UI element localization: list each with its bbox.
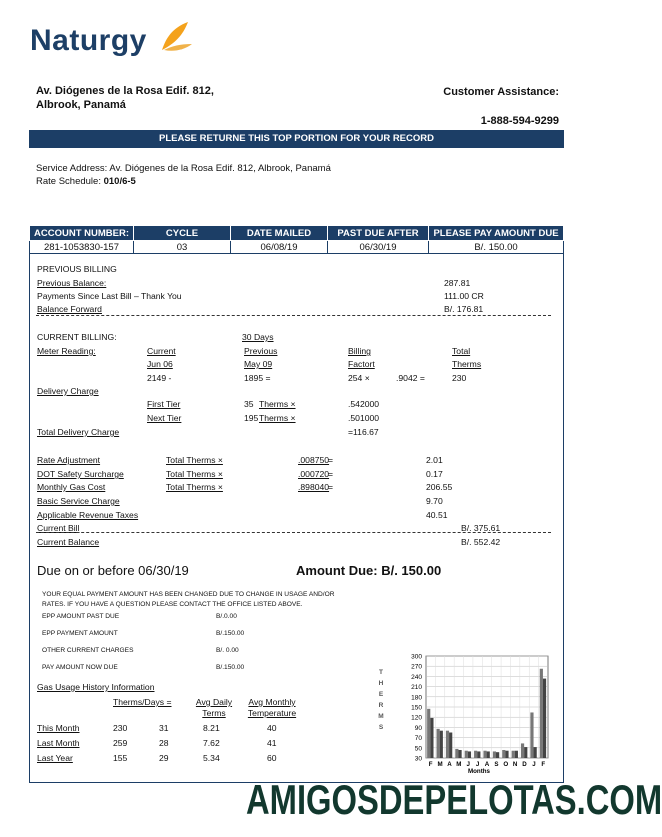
current-read: 2149 - <box>147 373 172 383</box>
usage-row-therms: 155 <box>113 753 128 763</box>
y-tick-label: 300 <box>411 653 422 661</box>
customer-assistance-label: Customer Assistance: <box>443 86 559 98</box>
service-info <box>36 162 331 188</box>
rate-adjustment-value: 2.01 <box>426 455 443 465</box>
y-tick-label: 120 <box>411 714 422 722</box>
revenue-taxes-label: Applicable Revenue Taxes <box>37 510 139 520</box>
bar <box>521 743 524 758</box>
x-tick-label: O <box>503 761 509 768</box>
usage-header-therms-days: Therms/Days = <box>113 697 172 707</box>
y-axis-label: S <box>378 724 384 731</box>
current-billing-title: CURRENT BILLING: <box>37 332 117 342</box>
divider <box>36 315 551 316</box>
bar <box>502 750 505 758</box>
y-axis-label: M <box>378 713 384 720</box>
y-tick-label: 50 <box>414 745 422 753</box>
basic-service-label: Basic Service Charge <box>37 496 120 506</box>
bar <box>477 751 480 758</box>
usage-row-avg-daily: 8.21 <box>203 723 220 733</box>
col-billing: Billing <box>348 346 371 356</box>
x-tick-label: J <box>532 761 536 768</box>
rate-schedule-value: 010/6-5 <box>103 176 136 187</box>
previous-billing-title: PREVIOUS BILLING <box>37 264 117 274</box>
usage-row-label: Last Year <box>37 753 73 763</box>
y-axis-label: H <box>378 680 384 687</box>
bar <box>468 751 471 758</box>
y-axis-label: T <box>379 669 383 676</box>
bar <box>455 749 458 758</box>
bar <box>446 731 449 758</box>
usage-history-title: Gas Usage History Information <box>37 682 155 692</box>
due-date-label: Due on or before 06/30/19 <box>37 563 189 578</box>
x-tick-label: F <box>541 761 546 768</box>
bar <box>530 712 533 758</box>
bar <box>512 751 515 758</box>
date-mailed: 06/08/19 <box>231 241 328 254</box>
x-tick-label: M <box>437 761 443 768</box>
bar <box>458 750 461 758</box>
x-tick-label: J <box>466 761 470 768</box>
first-tier-unit: Therms × <box>259 399 296 409</box>
previous-date: May 09 <box>244 359 273 369</box>
x-tick-label: A <box>484 761 490 768</box>
divider <box>36 532 551 533</box>
y-axis-label: R <box>378 702 384 709</box>
col-current: Current <box>147 346 176 356</box>
y-tick-label: 180 <box>411 694 422 702</box>
usage-header-avg-temp: Avg Monthly Temperature <box>247 697 297 718</box>
previous-read: 1895 = <box>244 373 271 383</box>
epp-row-label: PAY AMOUNT NOW DUE <box>42 664 118 671</box>
bar <box>515 751 518 758</box>
bar <box>474 751 477 758</box>
x-axis-label: Months <box>468 768 490 775</box>
epp-note-line2: RATES. IF YOU HAVE A QUESTION PLEASE CONTACT THE OFFICE LISTED ABOVE. <box>42 601 303 608</box>
usage-row-label: This Month <box>37 723 80 733</box>
x-tick-label: J <box>475 761 480 768</box>
usage-row-label: Last Month <box>37 738 80 748</box>
total-delivery-value: =116.67 <box>348 427 379 437</box>
current-balance-label: Current Balance <box>37 537 100 547</box>
total-therms: 230 <box>452 373 467 383</box>
date-mailed-header: DATE MAILED <box>231 226 328 241</box>
y-axis-label: E <box>378 691 384 698</box>
monthly-gas-value: 206.55 <box>426 482 453 492</box>
return-portion-banner: PLEASE RETURNE THIS TOP PORTION FOR YOUR RECORD <box>29 130 564 148</box>
balance-forward-value: B/. 176.81 <box>444 304 484 314</box>
col-previous: Previous <box>244 346 278 356</box>
next-tier-label: Next Tier <box>147 413 182 423</box>
bar <box>493 751 496 758</box>
usage-row-days: 28 <box>159 738 169 748</box>
monthly-gas-rate: .898040 <box>298 482 330 492</box>
usage-history-chart <box>372 650 552 776</box>
rate-adjustment-eq: = <box>328 455 334 465</box>
usage-row-therms: 259 <box>113 738 128 748</box>
y-tick-label: 210 <box>411 684 422 692</box>
rate-adjustment-therms: Total Therms × <box>166 455 223 465</box>
usage-row-days: 29 <box>159 753 169 763</box>
dot-safety-rate: .000720 <box>298 469 330 479</box>
rate-schedule: Rate Schedule: 010/6-5 <box>36 176 136 187</box>
x-tick-label: D <box>522 761 527 768</box>
cycle: 03 <box>134 241 231 254</box>
next-tier-rate: .501000 <box>348 413 380 423</box>
bar <box>427 709 430 758</box>
usage-row-avg-daily: 5.34 <box>203 753 220 763</box>
col-total: Total <box>452 346 471 356</box>
x-tick-label: N <box>512 761 518 768</box>
account-number-header: ACCOUNT NUMBER: <box>30 226 134 241</box>
bar <box>524 747 527 758</box>
x-tick-label: M <box>456 761 462 768</box>
dot-safety-value: 0.17 <box>426 469 443 479</box>
monthly-gas-eq: = <box>328 482 334 492</box>
bar <box>534 747 537 758</box>
bar <box>437 729 440 758</box>
y-tick-label: 70 <box>414 735 422 743</box>
usage-header-avg-daily: Avg Daily Terms <box>195 697 233 718</box>
address-line1: Av. Diógenes de la Rosa Edif. 812, <box>36 85 214 97</box>
watermark: AMIGOSDEPELOTAS.COM <box>246 776 662 823</box>
factor-value: .9042 = <box>396 373 425 383</box>
bar <box>440 731 443 758</box>
assistance-phone[interactable]: 1-888-594-9299 <box>480 115 559 127</box>
current-bill-value: B/. 375.61 <box>461 523 501 533</box>
balance-forward-label: Balance Forward <box>37 304 102 314</box>
next-tier-unit: Therms × <box>259 413 296 423</box>
previous-balance-label: Previous Balance: <box>37 278 107 288</box>
please-pay-amount: B/. 150.00 <box>429 241 564 254</box>
epp-row-value: B/.150.00 <box>216 664 245 671</box>
first-tier-therms: 35 <box>244 399 254 409</box>
customer-address <box>36 84 214 112</box>
amount-due: Amount Due: B/. 150.00 <box>296 563 442 578</box>
x-tick-label: F <box>428 761 433 768</box>
y-tick-label: 90 <box>414 724 422 732</box>
current-date: Jun 06 <box>147 359 173 369</box>
current-balance-value: B/. 552.42 <box>461 537 501 547</box>
x-tick-label: S <box>494 761 499 768</box>
payments-value: 111.00 CR <box>444 291 484 301</box>
account-table <box>29 225 564 254</box>
y-tick-label: 270 <box>411 663 422 671</box>
brand-logo: Naturgy <box>30 24 147 57</box>
monthly-gas-therms: Total Therms × <box>166 482 223 492</box>
total-therms-label: Therms <box>452 359 482 369</box>
cycle-header: CYCLE <box>134 226 231 241</box>
dot-safety-therms: Total Therms × <box>166 469 223 479</box>
epp-row-label: EPP PAYMENT AMOUNT <box>42 630 118 637</box>
billing-factor: 254 × <box>348 373 370 383</box>
bar <box>430 718 433 758</box>
epp-note-line1: YOUR EQUAL PAYMENT AMOUNT HAS BEEN CHANGED DUE TO CHANGE IN USAGE AND/OR <box>42 591 335 598</box>
amount-due-header: PLEASE PAY AMOUNT DUE <box>429 226 564 241</box>
usage-row-temp: 40 <box>267 723 277 733</box>
bar <box>540 669 543 758</box>
revenue-taxes-value: 40.51 <box>426 510 448 520</box>
previous-balance-value: 287.81 <box>444 278 471 288</box>
dot-safety-eq: = <box>328 469 334 479</box>
rate-adjustment-rate: .008750 <box>298 455 330 465</box>
bar <box>496 752 499 758</box>
y-tick-label: 30 <box>414 755 422 763</box>
bar <box>543 679 546 758</box>
meter-reading-label: Meter Reading: <box>37 346 96 356</box>
service-address: Service Address: Av. Diógenes de la Rosa Edif. 812, Albrook, Panamá <box>36 163 331 174</box>
epp-row-value: B/. 0.00 <box>216 647 239 654</box>
usage-row-temp: 41 <box>267 738 277 748</box>
billing-days: 30 Days <box>242 332 274 342</box>
epp-row-label: OTHER CURRENT CHARGES <box>42 647 134 654</box>
epp-row-value: B/.150.00 <box>216 630 245 637</box>
basic-service-value: 9.70 <box>426 496 443 506</box>
usage-row-avg-daily: 7.62 <box>203 738 220 748</box>
dot-safety-label: DOT Safety Surcharge <box>37 469 124 479</box>
y-tick-label: 150 <box>411 704 422 712</box>
payments-label: Payments Since Last Bill – Thank You <box>37 291 182 301</box>
epp-row-value: B/.0.00 <box>216 613 237 620</box>
bar <box>449 733 452 759</box>
x-tick-label: A <box>447 761 452 768</box>
account-number: 281-1053830-157 <box>30 241 134 254</box>
total-delivery-label: Total Delivery Charge <box>37 427 120 437</box>
current-bill-label: Current Bill <box>37 523 80 533</box>
billing-factor-label: Factort <box>348 359 375 369</box>
usage-row-temp: 60 <box>267 753 277 763</box>
past-due-after: 06/30/19 <box>328 241 429 254</box>
usage-row-days: 31 <box>159 723 169 733</box>
bar <box>483 751 486 758</box>
first-tier-label: First Tier <box>147 399 181 409</box>
epp-row-label: EPP AMOUNT PAST DUE <box>42 613 120 620</box>
monthly-gas-label: Monthly Gas Cost <box>37 482 106 492</box>
butterfly-icon <box>158 20 196 56</box>
delivery-charge-label: Delivery Charge <box>37 386 99 396</box>
address-line2: Albrook, Panamá <box>36 99 126 111</box>
bar <box>487 751 490 758</box>
bar <box>505 751 508 758</box>
bar <box>465 751 468 758</box>
usage-row-therms: 230 <box>113 723 128 733</box>
rate-adjustment-label: Rate Adjustment <box>37 455 101 465</box>
next-tier-therms: 195 <box>244 413 259 423</box>
y-tick-label: 240 <box>411 673 422 681</box>
past-due-header: PAST DUE AFTER <box>328 226 429 241</box>
first-tier-rate: .542000 <box>348 399 380 409</box>
